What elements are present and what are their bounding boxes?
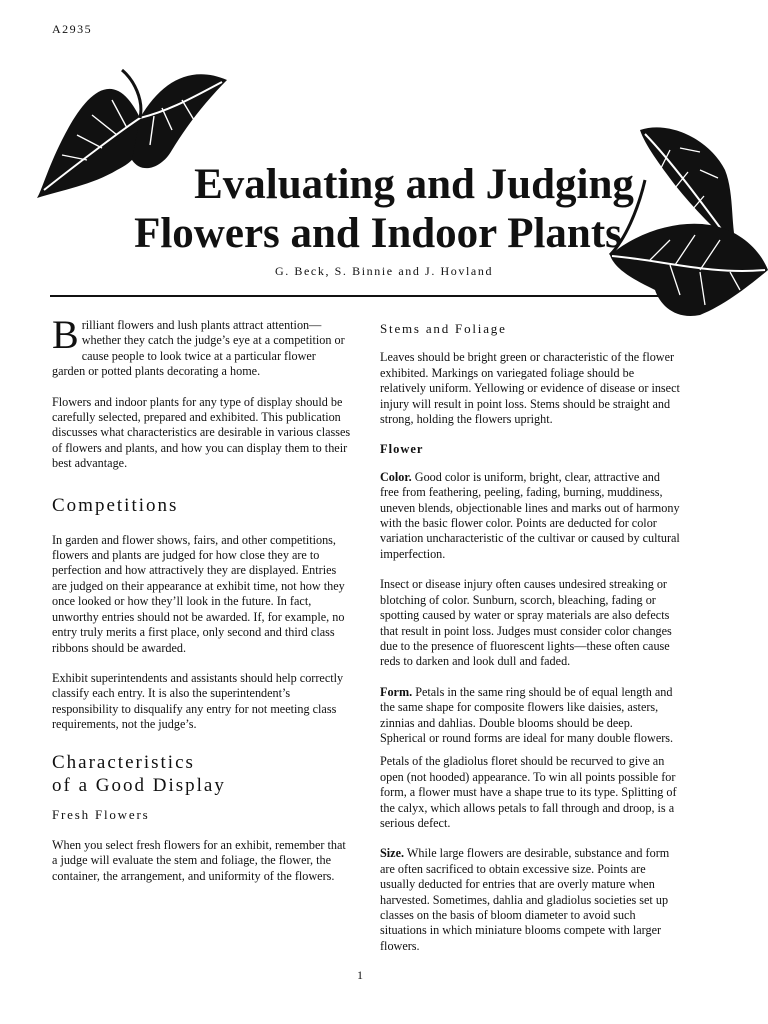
title-line-1: Evaluating and Judging bbox=[194, 161, 634, 208]
title-line-2: Flowers and Indoor Plants bbox=[134, 210, 622, 257]
fresh-flowers-heading: Fresh Flowers bbox=[52, 806, 150, 822]
characteristics-heading-line-2: of a Good Display bbox=[52, 774, 226, 796]
intro-paragraph-2: Flowers and indoor plants for any type of display should be carefully selected, prepared and exhibited. This publication discusses what characteristics are desirable in various classes of flowers and plants, and how you can display them to their best advantage. bbox=[52, 394, 351, 471]
intro-paragraph-1: Brilliant flowers and lush plants attract attention—whether they catch the judge’s eye at a competition or cause people to look twice at a particular flower garden or potted plants decorating a home. bbox=[52, 312, 345, 379]
stems-paragraph: Leaves should be bright green or characteristic of the flower exhibited. Markings on variegated foliage should be relatively uniform. Yellowing or evidence of disease or insect injury will result in point loss. Stems should be straight and strong, holding the flowers upright. bbox=[380, 350, 680, 427]
competitions-paragraph-1: In garden and flower shows, fairs, and other competitions, flowers and plants are judged for how close they are to perfection and how attractively they are displayed. Entries are judged on their appearance at exhibit time, not how they once looked or how they’ll look in the future. In fact, unworthy entries should not be awarded. If, for example, no entry truly merits a first place, only second and third class ribbons should be awarded. bbox=[52, 532, 345, 655]
page-number: 1 bbox=[357, 968, 363, 982]
competitions-paragraph-2: Exhibit superintendents and assistants should help correctly classify each entry. It is also the superintendent’s responsibility to disqualify any entry for not meeting class requirements, not the judge’s. bbox=[52, 670, 344, 732]
size-label: Size. bbox=[380, 846, 405, 861]
flower-heading: Flower bbox=[380, 442, 424, 457]
authors: G. Beck, S. Binnie and J. Hovland bbox=[274, 264, 494, 278]
right-column bbox=[380, 321, 680, 969]
document-code: A2935 bbox=[52, 22, 93, 36]
size-paragraph: Size. While large flowers are desirable, substance and form are often sacrificed to obtain excessive size. Points are usually deducted for entries that are overly mature when harvested. Sometimes, dahlia and gladiolus societies set up classes on the basis of bloom diameter to avoid such situations in which miniature blooms compete with larger flowers. bbox=[380, 846, 670, 953]
title-divider bbox=[50, 295, 670, 297]
drop-cap: B bbox=[52, 312, 79, 357]
color-label: Color. bbox=[380, 469, 412, 484]
color-paragraph-1: Color. Good color is uniform, bright, clear, attractive and free from feathering, peeling, fading, burning, muddiness, uneven blends, objectionable lines and marks out of harmony with the basic flower color. Points are deducted for color variation uncharacteristic of the cultivar or caused by cultural imperfection. bbox=[380, 469, 680, 561]
competitions-heading: Competitions bbox=[52, 494, 179, 516]
stems-foliage-heading: Stems and Foliage bbox=[380, 321, 507, 336]
form-label: Form. bbox=[380, 684, 413, 699]
page-title bbox=[0, 160, 768, 258]
fresh-flowers-paragraph: When you select fresh flowers for an exhibit, remember that a judge will evaluate the stem and foliage, the flower, the container, the arrangement, and uniformity of the flowers. bbox=[52, 837, 346, 883]
characteristics-heading-line-1: Characteristics bbox=[52, 751, 195, 773]
form-paragraph-2: Petals of the gladiolus floret should be recurved to give an open (not hooded) appearance. To win all points possible for form, a flower must have a shape true to its type. Splitting of the calyx, which allows petals to fall through and droop, is a serious defect. bbox=[380, 754, 677, 830]
left-column bbox=[52, 312, 352, 899]
form-paragraph-1: Form. Petals in the same ring should be of equal length and the same shape for composite flowers like daisies, asters, zinnias and dahlias. Double blooms should be deep. Spherical or round forms are ideal for many double flowers. bbox=[380, 684, 674, 745]
color-paragraph-2: Insect or disease injury often causes undesired streaking or blotching of color. Sunburn, scorch, bleaching, fading or spotting caused by water or spray materials are also defects that result in point loss. Judges must consider color changes due to the presence of fluorescent lights—these often cause reds to darken and look dull and faded. bbox=[380, 577, 672, 669]
